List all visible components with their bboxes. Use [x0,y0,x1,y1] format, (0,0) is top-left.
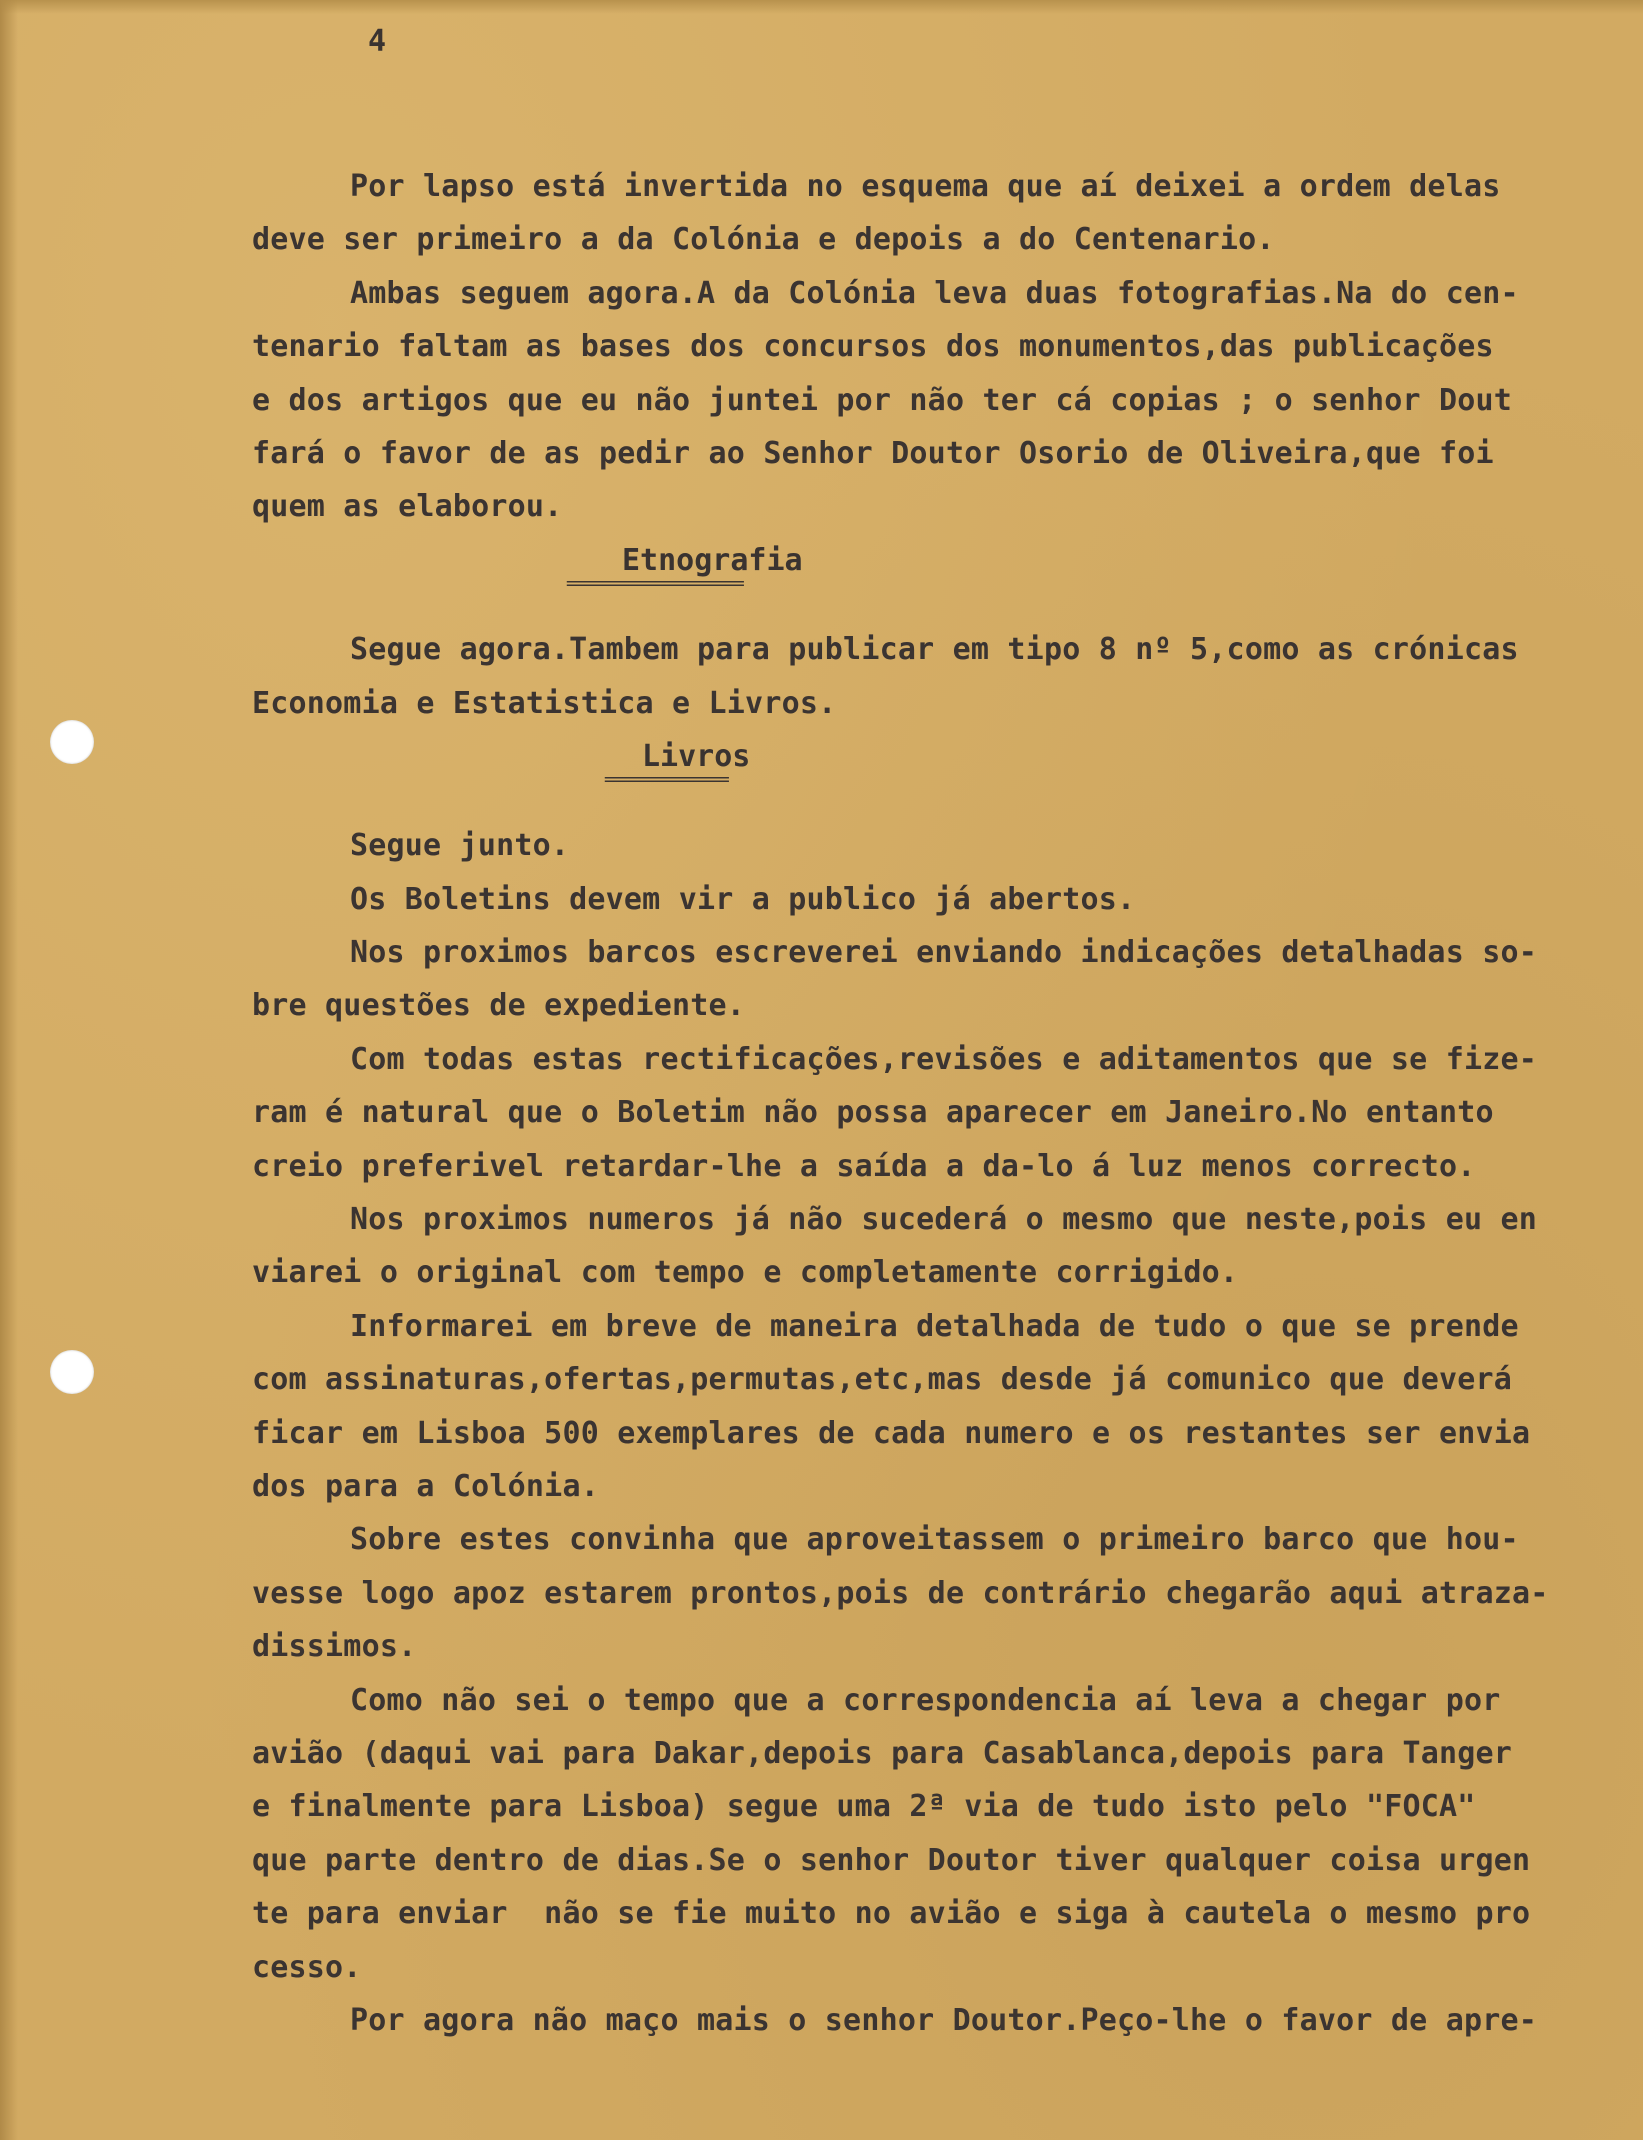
text-line: cesso. [252,1949,362,1985]
text-line: Segue agora.Tambem para publicar em tipo 8 nº 5,como as crónicas [350,632,1519,668]
text-line: Com todas estas rectificações,revisões e aditamentos que se fize- [350,1041,1537,1077]
text-line: creio preferivel retardar-lhe a saída a da-lo á luz menos correcto. [252,1148,1476,1184]
heading-underline: ==================== [566,577,743,595]
text-line: com assinaturas,ofertas,permutas,etc,mas desde já comunico que deverá [252,1362,1513,1398]
page-edge [0,0,18,2140]
text-line: Informarei em breve de maneira detalhada de tudo o que se prende [350,1308,1519,1344]
typewritten-letter-body [252,160,1632,2047]
text-line: vesse logo apoz estarem prontos,pois de contrário chegarão aqui atraza- [252,1575,1549,1611]
page-number: 4 [368,24,387,59]
text-line: Sobre estes convinha que aproveitassem o primeiro barco que hou- [350,1522,1519,1558]
text-line: tenario faltam as bases dos concursos dos monumentos,das publicações [252,329,1494,365]
text-line: Segue junto. [350,828,570,864]
text-line: Por lapso está invertida no esquema que aí deixei a ordem delas [350,169,1501,204]
text-line: Economia e Estatistica e Livros. [252,685,837,721]
text-line: viarei o original com tempo e completamente corrigido. [252,1255,1239,1291]
text-line: avião (daqui vai para Dakar,depois para Casablanca,depois para Tanger [252,1735,1513,1771]
text-line: ram é natural que o Boletim não possa aparecer em Janeiro.No entanto [252,1095,1494,1131]
section-heading-livros: Livros [642,738,751,774]
text-line: e finalmente para Lisboa) segue uma 2ª via de tudo isto pelo "FOCA" [252,1789,1476,1825]
text-line: fará o favor de as pedir ao Senhor Doutor Osorio de Oliveira,que foi [252,435,1494,471]
text-line: Como não sei o tempo que a correspondencia aí leva a chegar por [350,1682,1501,1718]
text-line: e dos artigos que eu não juntei por não ter cá copias ; o senhor Dout [252,382,1513,418]
text-line: deve ser primeiro a da Colónia e depois a do Centenario. [252,222,1275,258]
text-line: que parte dentro de dias.Se o senhor Doutor tiver qualquer coisa urgen [252,1842,1531,1878]
text-line: Os Boletins devem vir a publico já abertos. [350,881,1136,917]
text-line: ficar em Lisboa 500 exemplares de cada numero e os restantes ser envia [252,1415,1531,1451]
punch-hole [50,1350,94,1394]
heading-underline: ============== [604,773,728,791]
text-line: quem as elaborou. [252,489,563,525]
text-line: dissimos. [252,1629,417,1665]
text-line: Nos proximos numeros já não sucederá o mesmo que neste,pois eu en [350,1202,1537,1238]
text-line: dos para a Colónia. [252,1468,599,1504]
text-line: bre questões de expediente. [252,988,746,1024]
text-line: te para enviar não se fie muito no avião e siga à cautela o mesmo pro [252,1896,1531,1932]
text-line: Nos proximos barcos escreverei enviando indicações detalhadas so- [350,935,1537,971]
text-line: Ambas seguem agora.A da Colónia leva duas fotografias.Na do cen- [350,275,1519,311]
section-heading-etnografia: Etnografia [622,542,803,578]
text-line: Por agora não maço mais o senhor Doutor.Peço-lhe o favor de apre- [350,2002,1537,2038]
page-edge [0,0,1643,14]
punch-hole [50,720,94,764]
